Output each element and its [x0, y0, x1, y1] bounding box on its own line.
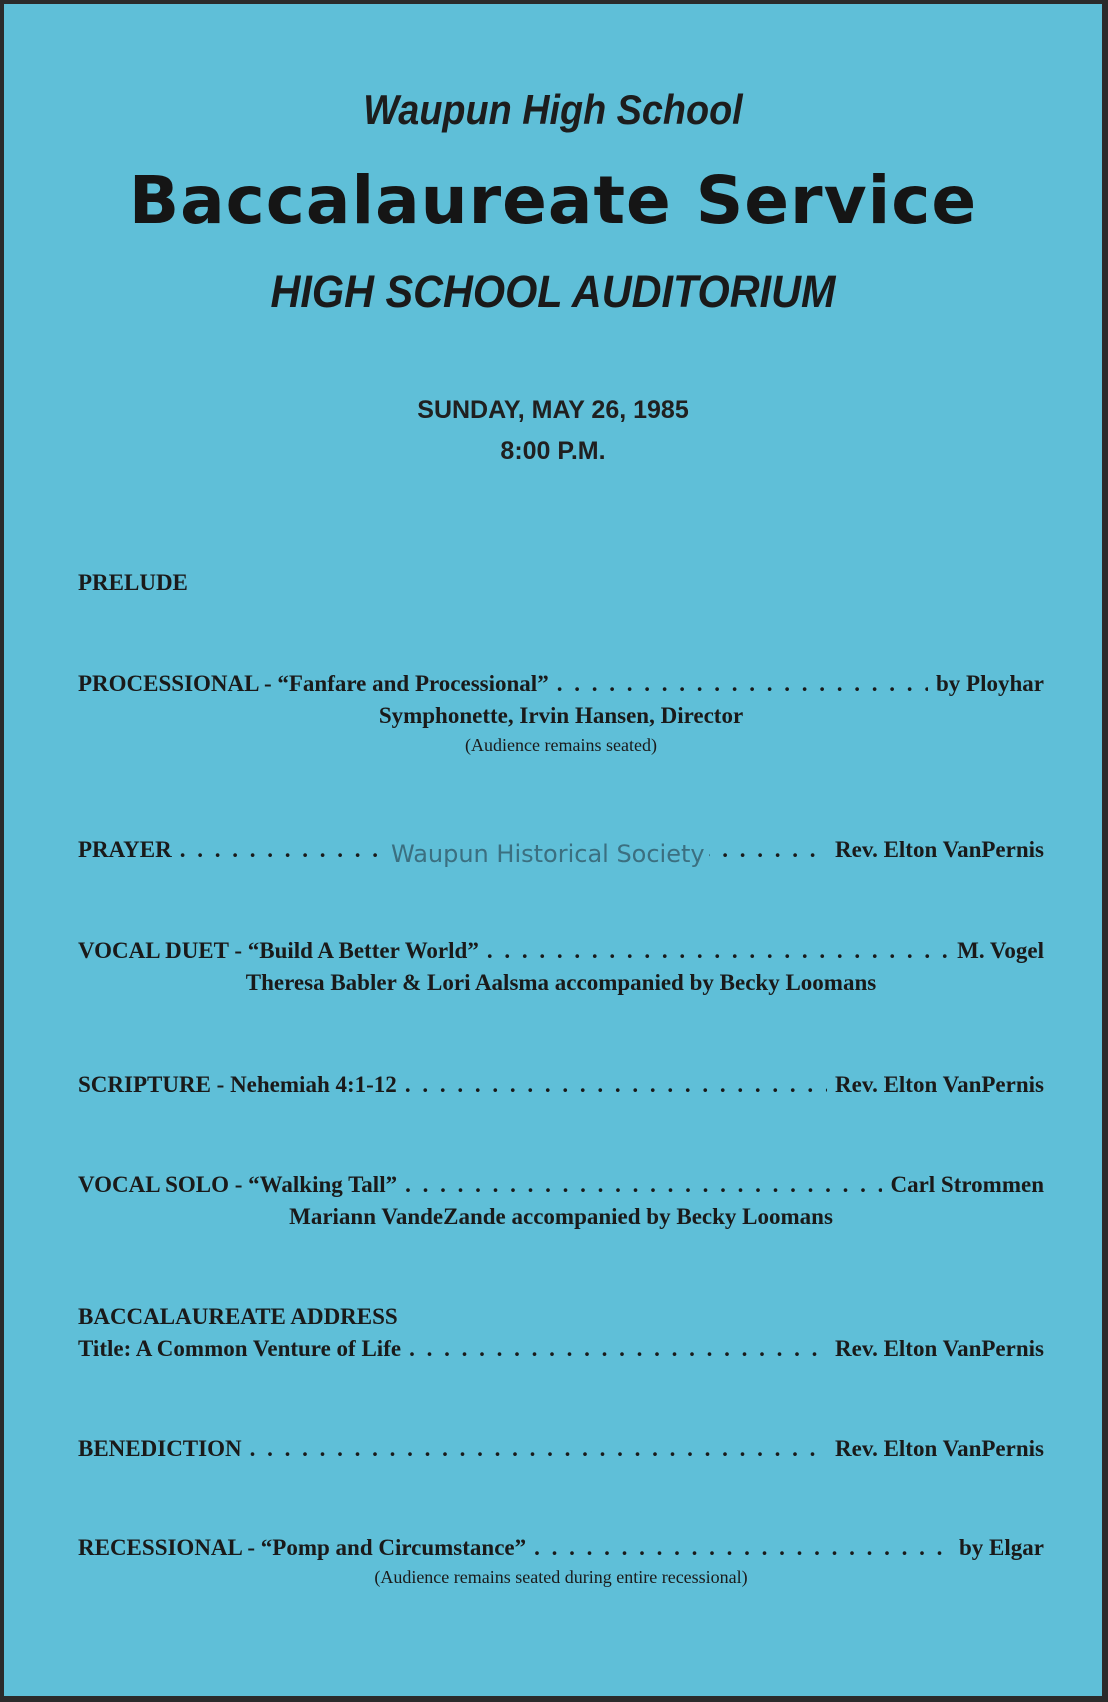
- leader-dots: [534, 1535, 951, 1561]
- processional-item: [78, 671, 1044, 756]
- recessional-composer: by Elgar: [959, 1535, 1044, 1560]
- address-heading: BACCALAUREATE ADDRESS: [78, 1304, 398, 1329]
- scripture-reader: Rev. Elton VanPernis: [835, 1072, 1044, 1097]
- leader-dots: [409, 1336, 827, 1362]
- processional-performers: Symphonette, Irvin Hansen, Director: [378, 703, 744, 728]
- recessional-note: (Audience remains seated during entire recessional): [374, 1567, 748, 1587]
- leader-dots: [487, 938, 949, 964]
- recessional-title: RECESSIONAL - “Pomp and Circumstance”: [78, 1535, 527, 1560]
- prelude-item: [78, 570, 1044, 596]
- program-page: [4, 4, 1102, 1696]
- benediction-title: BENEDICTION: [78, 1436, 242, 1461]
- recessional-item: [78, 1535, 1044, 1588]
- vocal-duet-item: [78, 938, 1044, 996]
- vocal-solo-title: VOCAL SOLO - “Walking Tall”: [78, 1172, 398, 1197]
- service-time: 8:00 P.M.: [500, 437, 606, 465]
- service-title: Baccalaureate Service: [128, 162, 978, 239]
- vocal-solo-composer: Carl Strommen: [890, 1172, 1044, 1197]
- school-name: Waupun High School: [363, 86, 743, 133]
- scripture-title: SCRIPTURE - Nehemiah 4:1-12: [78, 1072, 397, 1097]
- processional-note: (Audience remains seated): [465, 735, 657, 755]
- address-speaker: Rev. Elton VanPernis: [835, 1336, 1044, 1361]
- benediction-item: [78, 1436, 1044, 1462]
- address-item: [78, 1304, 1044, 1362]
- prayer-title: PRAYER: [78, 837, 172, 862]
- address-title: Title: A Common Venture of Life: [78, 1336, 402, 1361]
- processional-title: PROCESSIONAL - “Fanfare and Processional”: [78, 671, 549, 696]
- leader-dots: [557, 671, 928, 697]
- prayer-leader: Rev. Elton VanPernis: [835, 837, 1044, 862]
- scripture-item: [78, 1072, 1044, 1098]
- leader-dots: [405, 1072, 827, 1098]
- vocal-solo-item: [78, 1172, 1044, 1230]
- vocal-duet-composer: M. Vogel: [957, 938, 1044, 963]
- service-date: SUNDAY, MAY 26, 1985: [417, 396, 689, 424]
- leader-dots: [405, 1172, 882, 1198]
- benediction-leader: Rev. Elton VanPernis: [835, 1436, 1044, 1461]
- processional-composer: by Ployhar: [936, 671, 1044, 696]
- venue: HIGH SCHOOL AUDITORIUM: [270, 266, 836, 317]
- leader-dots: [250, 1436, 827, 1462]
- vocal-duet-performers: Theresa Babler & Lori Aalsma accompanied by Becky Loomans: [245, 970, 877, 995]
- vocal-solo-performers: Mariann VandeZande accompanied by Becky Loomans: [289, 1204, 833, 1229]
- prelude-title: PRELUDE: [78, 570, 188, 595]
- vocal-duet-title: VOCAL DUET - “Build A Better World”: [78, 938, 479, 963]
- watermark: Waupun Historical Society: [387, 840, 709, 868]
